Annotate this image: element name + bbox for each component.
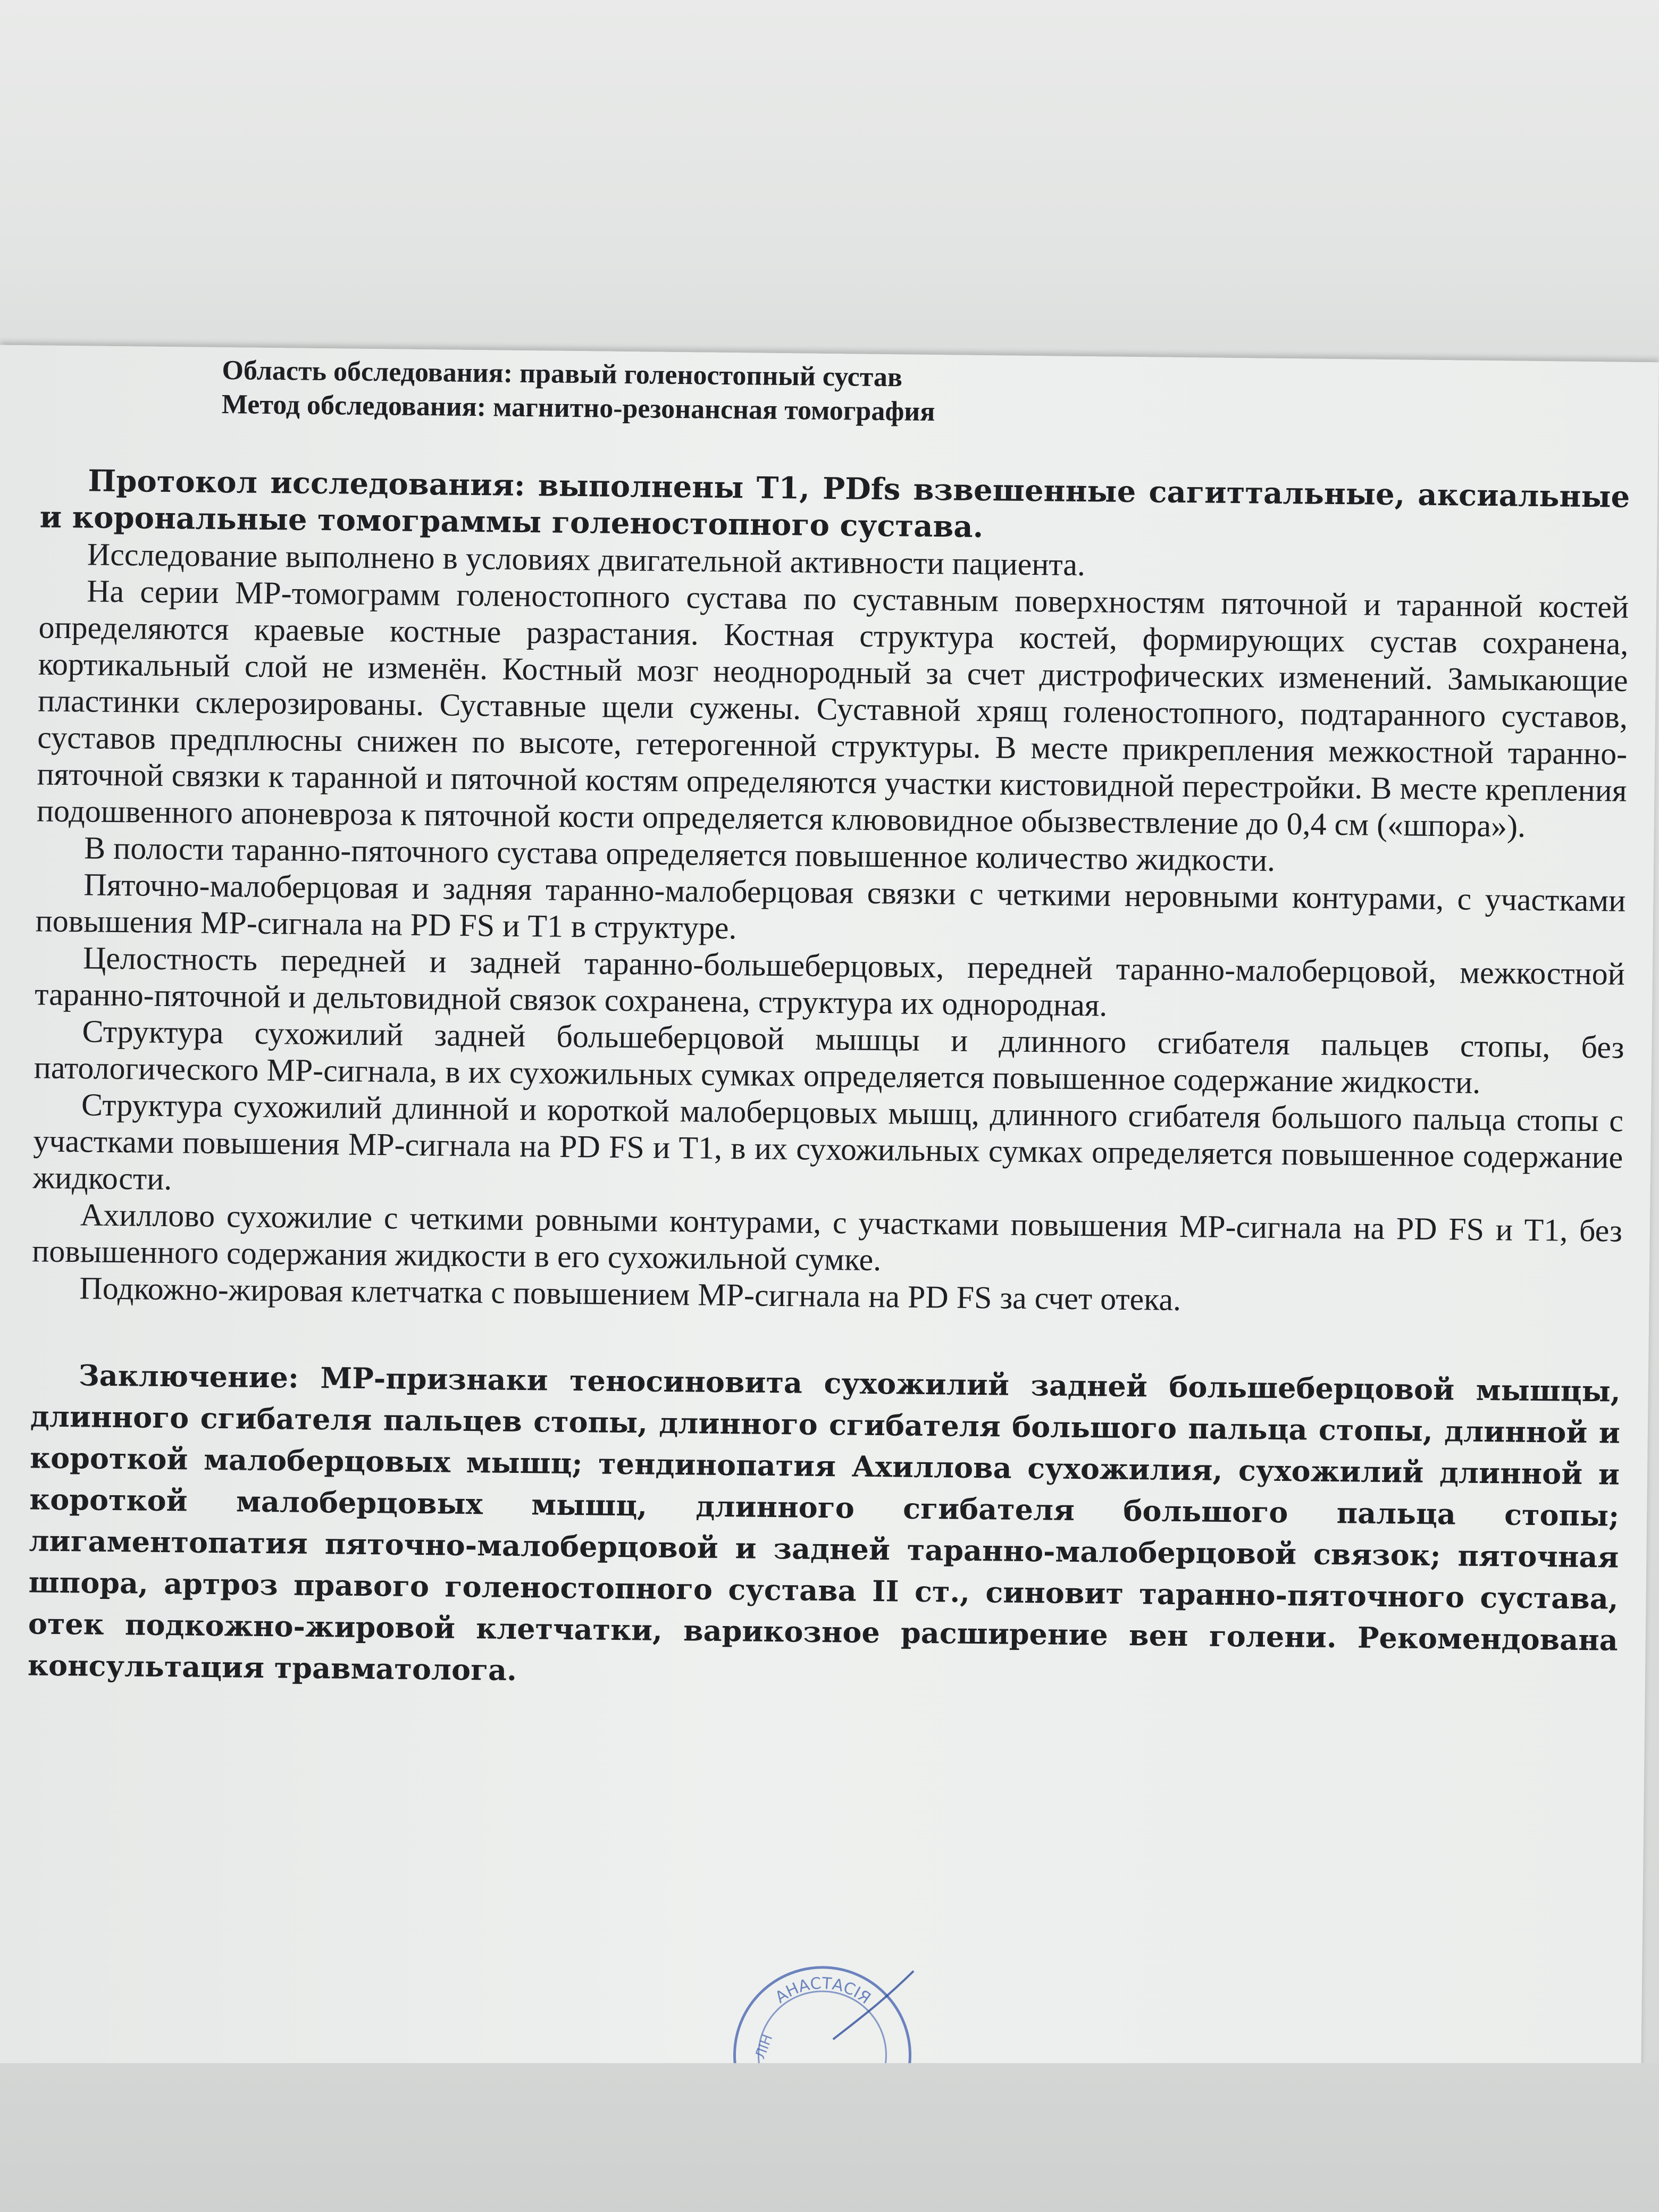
paragraph-achilles: Ахиллово сухожилие с четкими ровными контурами, с участками повышения МР-сигнала на PD FS и T1, без повышенного содержания жидкости в его сухожильной сумке. [31,1197,1623,1278]
report-body [28,462,1630,1702]
signature-stroke [833,1970,914,2040]
report-page [0,345,1659,2085]
bottom-background [0,2063,1659,2212]
paragraph-bones: На серии МР-томограмм голеностопного сустава по суставным поверхностям пяточной и таранной костей определяются краевые костные разрастания. Костная структура костей, формирующих сустав сохранена, кортикальный слой не изменён. Костный мозг неоднородный за счет дистрофических изменений. Замыкающие пластинки склерозированы. Суставные щели сужены. Суставной хрящ голеностопного, подтаранного суставов, суставов предплюсны снижен по высоте, гетерогенной структуры. В месте прикрепления межкостной таранно-пяточной связки к таранной и пяточной костям определяются участки кистовидной перестройки. В месте крепления подошвенного апоневроза к пяточной кости определяется клювовидное обызвествление до 0,4 см («шпора»). [36,573,1629,844]
paragraph-peroneal-tendons: Структура сухожилий длинной и короткой малоберцовых мышц, длинного сгибателя большого пальца стопы с участками повышения МР-сигнала на PD FS и T1, в их сухожильных сумках определяется повышенное содержание жидкости. [32,1087,1624,1197]
stamp-arc-text: АНАСТАСІЯ [772,1974,874,2008]
exam-method-label: Метод обследования: магнитно-резонансная томография [221,389,935,428]
paragraph-ligaments-intact: Целостность передней и задней таранно-большеберцовых, передней таранно-малоберцовой, межкостной таранно-пяточной и дельтовидной связок сохранена, структура их однородная. [34,940,1626,1023]
conclusion-paragraph: Заключение: МР-признаки теносиновита сухожилий задней большеберцовой мышцы, длинного сгибателя пальцев стопы, длинного сгибателя большого пальца стопы, длинной и короткой малоберцовых мышц; тендинопатия Ахиллова сухожилия, сухожилий длинной и короткой малоберцовых мышц, длинного сгибателя большого пальца стопы; лигаментопатия пяточно-малоберцовой и задней таранно-малоберцовой связок; пяточная шпора, артроз правого голеностопного сустава II ст., синовит таранно-пяточного сустава, отек подкожно-жировой клетчатки, варикозное расширение вен голени. Рекомендована консультация травматолога. [27,1358,1621,1687]
stamp-left-text: ЛІН [752,2032,776,2062]
paragraph-subcutaneous: Подкожно-жировая клетчатка с повышением МР-сигнала на PD FS за счет отека. [79,1270,1182,1318]
report-header [222,354,936,429]
paragraph-conditions: Исследование выполнено в условиях двигательной активности пациента. [87,537,1086,583]
top-paper-sheet [0,0,1659,367]
paragraph-ligaments-signal: Пяточно-малоберцовая и задняя таранно-малоберцовая связки с четкими неровными контурами, с участками повышения МР-сигнала на PD FS и Т1 в структуре. [35,867,1626,946]
protocol-statement: Протокол исследования: выполнены Т1, PDfs взвешенные сагиттальные, аксиальные и корональные томограммы голеностопного сустава. [39,463,1630,545]
paragraph-joint-fluid: В полости таранно-пяточного сустава определяется повышенное количество жидкости. [83,830,1276,878]
exam-area-label: Область обследования: правый голеностопный сустав [222,355,903,393]
paragraph-tibialis-tendons: Структура сухожилий задней большеберцовой мышцы и длинного сгибателя пальцев стопы, без патологического МР-сигнала, в их сухожильных сумках определяется повышенное содержание жидкости. [33,1013,1624,1100]
